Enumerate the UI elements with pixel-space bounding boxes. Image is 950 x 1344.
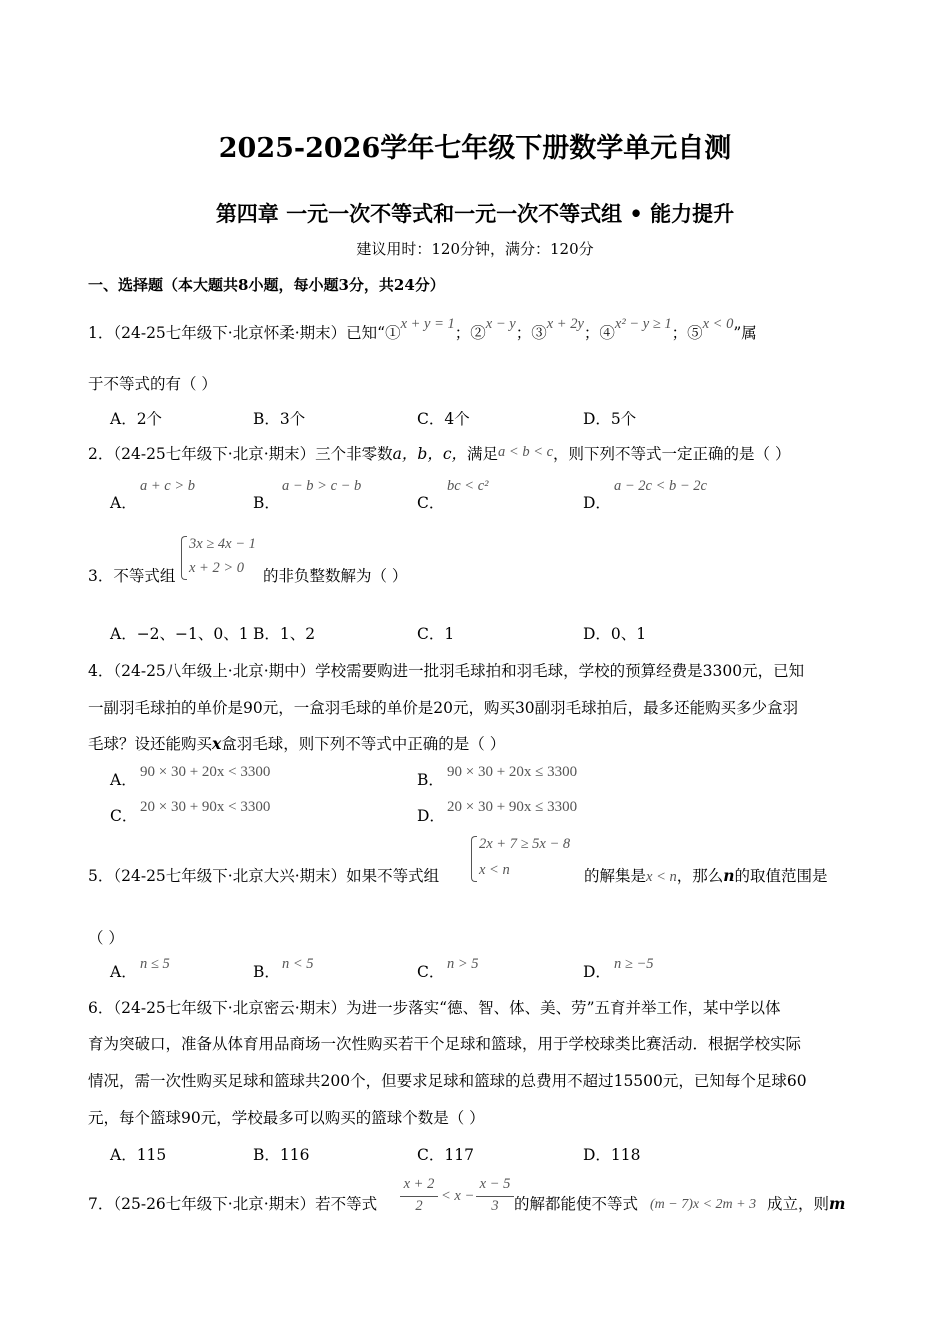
q4-option-c-label: C． (110, 807, 138, 825)
q6-option-c: C．117 (417, 1146, 474, 1164)
q2-option-d-label: D． (583, 494, 611, 512)
q5-brace (471, 836, 477, 882)
question-4-line-3: 毛球？设还能购买x盒羽毛球，则下列不等式中正确的是（ ） (88, 734, 506, 753)
q5-option-b-label: B． (253, 963, 280, 981)
q7-fraction-2-numerator: x − 5 (479, 1176, 511, 1192)
question-5-lead: 5．（24-25七年级下·北京大兴·期末）如果不等式组 (88, 867, 440, 885)
q2-condition: a < b < c (498, 444, 554, 460)
time-score-info: 建议用时：120分钟，满分：120分 (356, 240, 594, 258)
q4-option-b: 90 × 30 + 20x ≤ 3300 (447, 764, 578, 780)
question-6-line-4: 元，每个篮球90元，学校最多可以购买的篮球个数是（ ） (88, 1109, 485, 1127)
q3-system-line-2: x + 2 > 0 (189, 560, 245, 576)
q7-fraction-2-bar (476, 1196, 514, 1197)
question-3-lead: 3．不等式组 (88, 567, 176, 585)
chapter-subtitle: 第四章 一元一次不等式和一元一次不等式组 • 能力提升 (215, 201, 735, 226)
q4-option-a: 90 × 30 + 20x < 3300 (140, 764, 271, 780)
q1-expr-5: x < 0 (702, 316, 734, 332)
q7-fraction-1-bar (400, 1196, 438, 1197)
q5-inequality-system (471, 836, 581, 884)
q3-option-a: A．−2、−1、0、1 (110, 625, 249, 643)
q5-system-line-1: 2x + 7 ≥ 5x − 8 (479, 836, 571, 852)
q5-option-c: n > 5 (447, 956, 479, 972)
question-7-middle-text: 的解都能使不等式 (514, 1195, 639, 1213)
q1-expr-2: x − y (485, 316, 516, 332)
question-4-line-2: 一副羽毛球拍的单价是90元，一盒羽毛球的单价是20元，购买30副羽毛球拍后，最多还能购买多少盒羽 (88, 699, 799, 717)
question-4-line-1: 4．（24-25八年级上·北京·期中）学校需要购进一批羽毛球拍和羽毛球，学校的预算经费是3300元，已知 (88, 662, 805, 680)
q4-option-d: 20 × 30 + 90x ≤ 3300 (447, 799, 578, 815)
q2-option-a: a + c > b (140, 478, 196, 494)
question-1-line-2: 于不等式的有（ ） (88, 375, 217, 393)
q5-condition: x < n (646, 869, 677, 885)
q1-option-b: B．3个 (253, 410, 306, 428)
q4-option-d-label: D． (417, 807, 445, 825)
page-title: 2025-2026学年七年级下册数学单元自测 (218, 133, 732, 164)
q1-expr-1: x + y = 1 (400, 316, 455, 332)
q5-option-a: n ≤ 5 (140, 956, 170, 972)
q1-option-c: C．4个 (417, 410, 470, 428)
q4-option-c: 20 × 30 + 90x < 3300 (140, 799, 271, 815)
q5-option-d: n ≥ −5 (614, 956, 654, 972)
q3-inequality-system (181, 536, 261, 582)
q4-option-b-label: B． (417, 771, 444, 789)
q5-system-line-2: x < n (479, 862, 510, 878)
question-5-line-2: （ ） (88, 929, 124, 947)
q2-option-b-label: B． (253, 494, 280, 512)
q1-expr-4: x² − y ≥ 1 (614, 316, 672, 332)
q5-option-c-label: C． (417, 963, 445, 981)
question-6-line-1: 6．（24-25七年级下·北京密云·期末）为进一步落实“德、智、体、美、劳”五育并举工作，某中学以体 (88, 999, 781, 1017)
q7-fraction-2 (476, 1176, 514, 1218)
q2-option-d: a − 2c < b − 2c (614, 478, 707, 494)
q2-option-c: bc < c² (447, 478, 489, 494)
q6-option-a: A．115 (110, 1146, 167, 1164)
q4-option-a-label: A． (110, 771, 137, 789)
q1-expr-3: x + 2y (546, 316, 584, 332)
question-2-line-1: 2．（24-25七年级下·北京·期末）三个非零数a，b，c，满足a < b < c，则下列不等式一定正确的是（ ） (88, 444, 791, 463)
q3-option-b: B．1、2 (253, 625, 316, 643)
question-6-line-2: 育为突破口，准备从体育用品商场一次性购买若干个足球和篮球，用于学校球类比赛活动．根据学校实际 (88, 1035, 802, 1053)
section-heading: 一、选择题（本大题共8小题，每小题3分，共24分） (88, 276, 445, 294)
question-7-lead: 7．（25-26七年级下·北京·期末）若不等式 (88, 1195, 378, 1213)
q3-option-c: C．1 (417, 625, 455, 643)
q1-option-a: A．2个 (110, 410, 163, 428)
question-7-tail: 成立，则m (767, 1194, 846, 1213)
question-5-tail: 的解集是x < n，那么n的取值范围是 (584, 866, 828, 885)
q7-fraction-2-denominator: 3 (491, 1198, 499, 1214)
q1-option-d: D．5个 (583, 410, 637, 428)
q7-fraction-1-numerator: x + 2 (403, 1176, 435, 1192)
question-6-line-3: 情况，需一次性购买足球和篮球共200个，但要求足球和篮球的总费用不超过15500元，已知每个足球60 (88, 1072, 807, 1090)
q6-option-b: B．116 (253, 1146, 310, 1164)
q2-option-c-label: C． (417, 494, 445, 512)
q5-option-b: n < 5 (282, 956, 314, 972)
q3-system-line-1: 3x ≥ 4x − 1 (189, 536, 256, 552)
question-1-line-1: 1．（24-25七年级下·北京怀柔·期末）已知“①x + y = 1；②x − y；③x + 2y；④x² − y ≥ 1；⑤x < 0”属 (88, 316, 757, 342)
q3-option-d: D．0、1 (583, 625, 647, 643)
q5-option-d-label: D． (583, 963, 611, 981)
q3-brace (181, 536, 187, 580)
q7-fraction-1-denominator: 2 (415, 1198, 423, 1214)
q7-second-inequality: (m − 7)x < 2m + 3 (650, 1197, 757, 1212)
q7-middle-expr: < x − (441, 1188, 475, 1204)
q2-option-a-label: A． (110, 494, 137, 512)
question-3-tail: 的非负整数解为（ ） (263, 567, 408, 585)
q2-option-b: a − b > c − b (282, 478, 362, 494)
q6-option-d: D．118 (583, 1146, 641, 1164)
q5-option-a-label: A． (110, 963, 137, 981)
q7-fraction-1 (400, 1176, 438, 1218)
